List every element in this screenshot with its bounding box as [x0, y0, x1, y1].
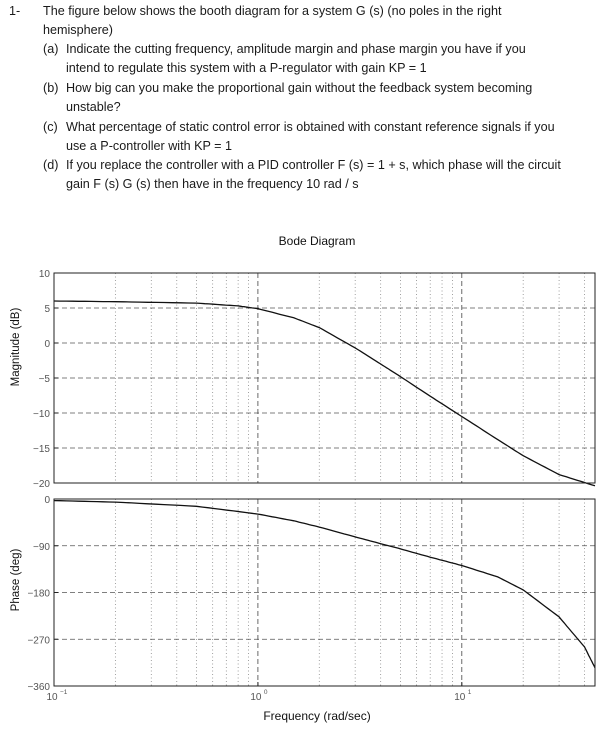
frequency-x-tick-exponent: 1 [467, 689, 472, 696]
frequency-x-tick-base: 10 [46, 692, 58, 703]
part-c-line1: What percentage of static control error is obtained with constant reference signals if you [66, 120, 555, 134]
bode-diagram-figure [0, 225, 601, 729]
part-c-label: (c) [43, 120, 58, 134]
phase-y-tick-label: 0 [44, 495, 50, 506]
problem-number: 1- [9, 4, 21, 18]
chart-title: Bode Diagram [278, 234, 356, 248]
part-b-line1: How big can you make the proportional gain without the feedback system becoming [66, 81, 533, 95]
magnitude-y-tick-label: 10 [38, 269, 50, 280]
part-a-label: (a) [43, 42, 59, 56]
magnitude-y-tick-label: −15 [33, 444, 50, 455]
part-b-label: (b) [43, 81, 59, 95]
magnitude-grid [54, 273, 595, 483]
part-a-line1: Indicate the cutting frequency, amplitude margin and phase margin you have if you [66, 42, 526, 56]
magnitude-y-tick-label: 0 [44, 339, 50, 350]
part-d-line1: If you replace the controller with a PID controller F (s) = 1 + s, which phase will the circuit [66, 158, 561, 172]
phase-grid [54, 499, 595, 686]
problem-intro-line2: hemisphere) [43, 23, 113, 37]
frequency-x-tick-exponent: −1 [60, 689, 68, 696]
frequency-x-ticks [46, 682, 471, 703]
phase-axis-label: Phase (deg) [10, 548, 22, 612]
magnitude-axis-label: Magnitude (dB) [10, 307, 22, 387]
magnitude-y-tick-label: −5 [38, 374, 50, 385]
problem-statement [0, 0, 601, 210]
part-c-line2: use a P-controller with KP = 1 [66, 139, 233, 153]
phase-curve [54, 501, 595, 668]
part-d-line2: gain F (s) G (s) then have in the frequency 10 rad / s [66, 177, 359, 191]
phase-y-ticks [27, 495, 58, 693]
magnitude-y-tick-label: −20 [33, 479, 50, 490]
frequency-axis-label: Frequency (rad/sec) [263, 709, 371, 723]
magnitude-y-tick-label: −10 [33, 409, 50, 420]
frequency-x-tick-exponent: 0 [263, 689, 268, 696]
part-b-line2: unstable? [66, 100, 121, 114]
part-d-label: (d) [43, 158, 59, 172]
phase-y-tick-label: −270 [27, 635, 50, 647]
part-a-line2: intend to regulate this system with a P-regulator with gain KP = 1 [66, 61, 427, 75]
magnitude-curve [54, 301, 595, 486]
frequency-x-tick-base: 10 [454, 692, 466, 703]
phase-y-tick-label: −180 [27, 588, 50, 600]
frequency-x-tick-base: 10 [250, 692, 262, 703]
phase-y-tick-label: −90 [33, 541, 50, 553]
problem-intro-line1: The figure below shows the booth diagram for a system G (s) (no poles in the right [43, 4, 502, 18]
phase-y-tick-label: −360 [27, 682, 50, 693]
bode-diagram-svg [0, 225, 601, 729]
magnitude-y-tick-label: 5 [44, 304, 50, 315]
